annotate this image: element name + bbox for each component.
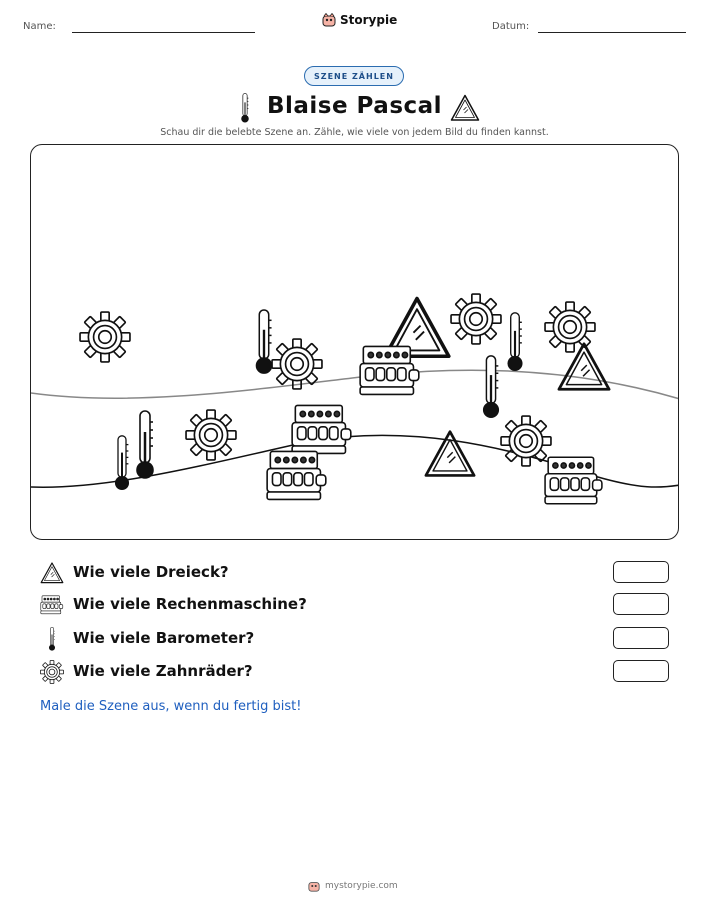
barometer-icon xyxy=(508,313,522,370)
answer-box-triangle[interactable] xyxy=(613,561,669,583)
name-label: Name: xyxy=(23,21,56,32)
calculator-icon xyxy=(40,593,64,617)
barometer-icon xyxy=(256,310,271,373)
scene-count-badge: SZENE ZÄHLEN xyxy=(304,66,404,86)
question-text: Wie viele Dreieck? xyxy=(73,563,229,581)
coloring-instruction: Male die Szene aus, wenn du fertig bist! xyxy=(40,699,302,714)
footer xyxy=(308,880,398,892)
name-input-line[interactable] xyxy=(72,32,255,33)
storypie-logo-icon xyxy=(322,13,336,27)
storypie-logo-icon xyxy=(308,880,320,892)
triangle-icon xyxy=(40,561,64,585)
gear-icon xyxy=(40,660,64,684)
barometer-icon xyxy=(116,436,129,490)
scene-panel xyxy=(30,144,679,540)
calculator-icon xyxy=(360,346,419,394)
question-text: Wie viele Barometer? xyxy=(73,629,255,647)
barometer-icon xyxy=(137,411,153,478)
brand xyxy=(322,13,397,27)
date-label: Datum: xyxy=(492,21,530,32)
answer-box-calculator[interactable] xyxy=(613,593,669,615)
answer-box-gear[interactable] xyxy=(613,660,669,682)
gear-icon xyxy=(501,416,551,466)
calculator-icon xyxy=(267,451,326,499)
gear-icon xyxy=(186,410,236,460)
scene-illustration xyxy=(31,145,679,540)
triangle-title-icon xyxy=(450,94,480,122)
gear-icon xyxy=(80,312,130,362)
question-row-calculator xyxy=(40,593,670,617)
question-row-barometer xyxy=(40,627,670,651)
question-row-triangle xyxy=(40,561,670,585)
date-input-line[interactable] xyxy=(538,32,686,33)
brand-name: Storypie xyxy=(340,13,398,27)
question-row-gear xyxy=(40,660,670,684)
question-text: Wie viele Zahnräder? xyxy=(73,662,253,680)
barometer-icon xyxy=(484,356,499,417)
barometer-icon xyxy=(40,627,64,651)
answer-box-barometer[interactable] xyxy=(613,627,669,649)
gear-icon xyxy=(272,339,322,389)
page-title: Blaise Pascal xyxy=(266,93,443,119)
footer-url[interactable]: mystorypie.com xyxy=(325,881,398,891)
calculator-icon xyxy=(292,405,351,453)
gear-icon xyxy=(545,302,595,352)
instruction-text: Schau dir die belebte Szene an. Zähle, wie viele von jedem Bild du finden kannst. xyxy=(160,127,549,138)
gear-icon xyxy=(451,294,501,344)
question-text: Wie viele Rechenmaschine? xyxy=(73,595,307,613)
calculator-icon xyxy=(545,457,602,504)
